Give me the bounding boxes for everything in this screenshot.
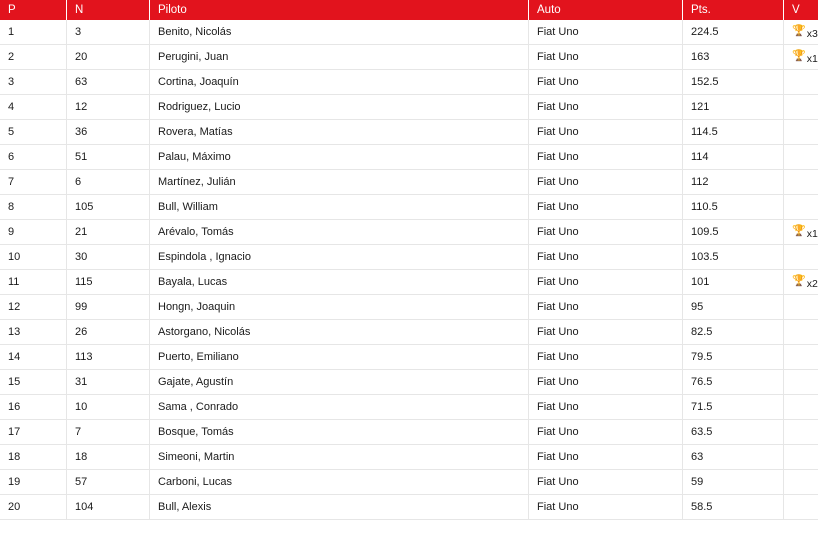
cell-position: 8	[0, 195, 67, 220]
cell-number: 31	[67, 370, 150, 395]
column-header-points: Pts.	[683, 0, 784, 20]
cell-wins	[784, 45, 818, 70]
cell-driver: Arévalo, Tomás	[150, 220, 529, 245]
cell-number: 18	[67, 445, 150, 470]
cell-wins	[784, 70, 818, 95]
cell-wins	[784, 270, 818, 295]
cell-car: Fiat Uno	[529, 395, 683, 420]
cell-points: 95	[683, 295, 784, 320]
cell-driver: Espindola , Ignacio	[150, 245, 529, 270]
cell-points: 103.5	[683, 245, 784, 270]
trophy-icon: 🏆	[792, 275, 806, 287]
cell-number: 51	[67, 145, 150, 170]
cell-driver: Carboni, Lucas	[150, 470, 529, 495]
cell-wins	[784, 220, 818, 245]
cell-wins	[784, 495, 818, 520]
trophy-icon: 🏆	[792, 25, 806, 37]
cell-points: 121	[683, 95, 784, 120]
wins-count: x3	[806, 28, 818, 41]
cell-number: 21	[67, 220, 150, 245]
cell-car: Fiat Uno	[529, 470, 683, 495]
column-header-car: Auto	[529, 0, 683, 20]
cell-driver: Rodriguez, Lucio	[150, 95, 529, 120]
cell-points: 152.5	[683, 70, 784, 95]
cell-driver: Benito, Nicolás	[150, 20, 529, 45]
cell-position: 20	[0, 495, 67, 520]
cell-car: Fiat Uno	[529, 170, 683, 195]
table-row	[0, 170, 818, 195]
cell-points: 112	[683, 170, 784, 195]
cell-number: 115	[67, 270, 150, 295]
cell-car: Fiat Uno	[529, 320, 683, 345]
cell-points: 114.5	[683, 120, 784, 145]
table-row	[0, 220, 818, 245]
cell-points: 79.5	[683, 345, 784, 370]
table-row	[0, 345, 818, 370]
cell-number: 20	[67, 45, 150, 70]
table-row	[0, 245, 818, 270]
wins-count: x2	[806, 278, 818, 291]
table-row	[0, 395, 818, 420]
cell-car: Fiat Uno	[529, 445, 683, 470]
cell-car: Fiat Uno	[529, 370, 683, 395]
cell-car: Fiat Uno	[529, 120, 683, 145]
cell-number: 104	[67, 495, 150, 520]
cell-car: Fiat Uno	[529, 45, 683, 70]
cell-driver: Hongn, Joaquin	[150, 295, 529, 320]
cell-points: 71.5	[683, 395, 784, 420]
cell-points: 63.5	[683, 420, 784, 445]
table-row	[0, 470, 818, 495]
cell-wins	[784, 420, 818, 445]
cell-driver: Astorgano, Nicolás	[150, 320, 529, 345]
wins-badge	[792, 25, 818, 41]
table-row	[0, 70, 818, 95]
cell-driver: Sama , Conrado	[150, 395, 529, 420]
cell-position: 14	[0, 345, 67, 370]
cell-number: 63	[67, 70, 150, 95]
column-header-number: N	[67, 0, 150, 20]
cell-driver: Bull, William	[150, 195, 529, 220]
cell-position: 2	[0, 45, 67, 70]
table-row	[0, 120, 818, 145]
cell-number: 6	[67, 170, 150, 195]
cell-points: 101	[683, 270, 784, 295]
cell-points: 114	[683, 145, 784, 170]
table-row	[0, 445, 818, 470]
table-row	[0, 195, 818, 220]
cell-number: 99	[67, 295, 150, 320]
table-row	[0, 420, 818, 445]
wins-count: x1	[806, 53, 818, 66]
cell-position: 10	[0, 245, 67, 270]
cell-car: Fiat Uno	[529, 495, 683, 520]
column-header-driver: Piloto	[150, 0, 529, 20]
cell-position: 19	[0, 470, 67, 495]
table-body	[0, 20, 818, 520]
table-row	[0, 495, 818, 520]
cell-position: 6	[0, 145, 67, 170]
cell-points: 76.5	[683, 370, 784, 395]
cell-position: 5	[0, 120, 67, 145]
cell-wins	[784, 145, 818, 170]
cell-car: Fiat Uno	[529, 220, 683, 245]
cell-car: Fiat Uno	[529, 145, 683, 170]
cell-wins	[784, 195, 818, 220]
cell-driver: Bull, Alexis	[150, 495, 529, 520]
cell-number: 113	[67, 345, 150, 370]
cell-points: 224.5	[683, 20, 784, 45]
cell-points: 63	[683, 445, 784, 470]
cell-driver: Martínez, Julián	[150, 170, 529, 195]
cell-wins	[784, 370, 818, 395]
cell-position: 15	[0, 370, 67, 395]
cell-wins	[784, 95, 818, 120]
cell-number: 105	[67, 195, 150, 220]
table-row	[0, 320, 818, 345]
column-header-wins: V	[784, 0, 818, 20]
cell-points: 109.5	[683, 220, 784, 245]
cell-car: Fiat Uno	[529, 270, 683, 295]
cell-driver: Palau, Máximo	[150, 145, 529, 170]
table-row	[0, 45, 818, 70]
cell-car: Fiat Uno	[529, 95, 683, 120]
cell-wins	[784, 170, 818, 195]
cell-number: 12	[67, 95, 150, 120]
cell-position: 18	[0, 445, 67, 470]
cell-position: 9	[0, 220, 67, 245]
cell-driver: Rovera, Matías	[150, 120, 529, 145]
cell-number: 7	[67, 420, 150, 445]
cell-car: Fiat Uno	[529, 70, 683, 95]
cell-wins	[784, 395, 818, 420]
cell-points: 110.5	[683, 195, 784, 220]
cell-car: Fiat Uno	[529, 420, 683, 445]
cell-driver: Simeoni, Martin	[150, 445, 529, 470]
wins-count: x1	[806, 228, 818, 241]
cell-car: Fiat Uno	[529, 195, 683, 220]
cell-number: 30	[67, 245, 150, 270]
table-row	[0, 370, 818, 395]
cell-position: 16	[0, 395, 67, 420]
cell-driver: Bosque, Tomás	[150, 420, 529, 445]
table-row	[0, 295, 818, 320]
cell-wins	[784, 345, 818, 370]
column-header-position: P	[0, 0, 67, 20]
cell-wins	[784, 120, 818, 145]
cell-position: 4	[0, 95, 67, 120]
cell-position: 7	[0, 170, 67, 195]
cell-position: 12	[0, 295, 67, 320]
cell-wins	[784, 20, 818, 45]
cell-car: Fiat Uno	[529, 245, 683, 270]
table-row	[0, 270, 818, 295]
trophy-icon: 🏆	[792, 225, 806, 237]
cell-position: 17	[0, 420, 67, 445]
cell-wins	[784, 320, 818, 345]
cell-wins	[784, 295, 818, 320]
cell-wins	[784, 245, 818, 270]
cell-driver: Gajate, Agustín	[150, 370, 529, 395]
cell-points: 58.5	[683, 495, 784, 520]
cell-position: 13	[0, 320, 67, 345]
table-header	[0, 0, 818, 20]
cell-driver: Cortina, Joaquín	[150, 70, 529, 95]
cell-number: 36	[67, 120, 150, 145]
table-row	[0, 95, 818, 120]
wins-badge	[792, 50, 818, 66]
cell-car: Fiat Uno	[529, 295, 683, 320]
cell-driver: Puerto, Emiliano	[150, 345, 529, 370]
cell-car: Fiat Uno	[529, 20, 683, 45]
table-row	[0, 20, 818, 45]
cell-number: 57	[67, 470, 150, 495]
cell-driver: Bayala, Lucas	[150, 270, 529, 295]
trophy-icon: 🏆	[792, 50, 806, 62]
cell-points: 59	[683, 470, 784, 495]
cell-number: 10	[67, 395, 150, 420]
cell-wins	[784, 445, 818, 470]
cell-points: 82.5	[683, 320, 784, 345]
table-header-row	[0, 0, 818, 20]
table-row	[0, 145, 818, 170]
cell-driver: Perugini, Juan	[150, 45, 529, 70]
cell-position: 1	[0, 20, 67, 45]
wins-badge	[792, 225, 818, 241]
cell-car: Fiat Uno	[529, 345, 683, 370]
cell-number: 3	[67, 20, 150, 45]
cell-position: 3	[0, 70, 67, 95]
cell-points: 163	[683, 45, 784, 70]
cell-wins	[784, 470, 818, 495]
cell-position: 11	[0, 270, 67, 295]
cell-number: 26	[67, 320, 150, 345]
wins-badge	[792, 275, 818, 291]
